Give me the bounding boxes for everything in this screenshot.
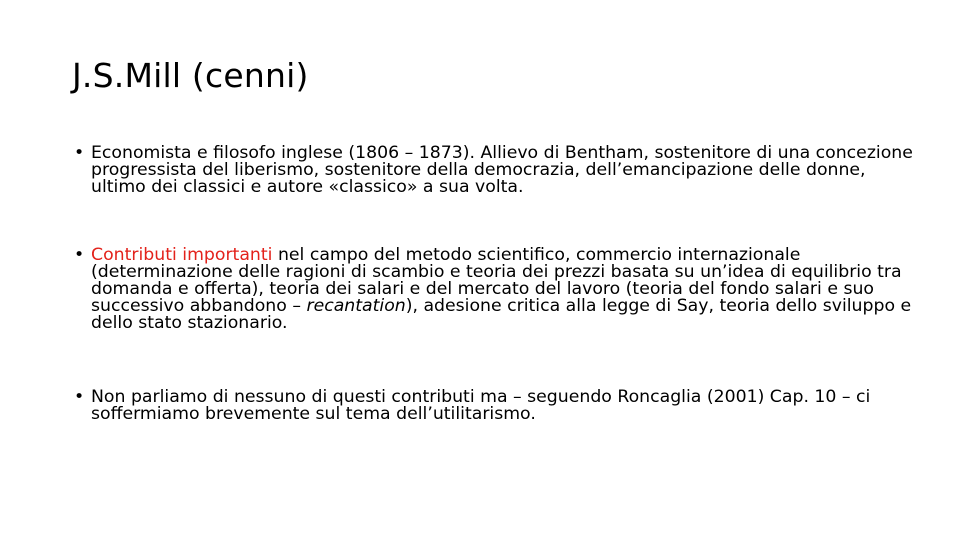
bullet-italic-term: recantation bbox=[306, 296, 406, 316]
bullet-marker: • bbox=[74, 143, 85, 163]
bullet-marker: • bbox=[74, 387, 85, 407]
bullet-item-2 bbox=[74, 247, 921, 332]
slide-title: J.S.Mill (cenni) bbox=[72, 56, 309, 95]
bullet-text: Economista e filosofo inglese (1806 – 1873). Allievo di Bentham, sostenitore di una concezione progressista del liberismo, sostenitore della democrazia, dell’emancipazione delle donne, ultimo dei classici e autore «classico» a sua volta. bbox=[91, 143, 913, 197]
bullet-item-3 bbox=[74, 389, 921, 423]
bullet-highlight: Contributi importanti bbox=[91, 245, 273, 265]
bullet-item-1 bbox=[74, 145, 921, 196]
bullet-text: nel campo del metodo scientifico, commercio internazionale (determinazione delle ragioni di scambio e teoria dei prezzi basata su un’idea di equilibrio tra domanda e offerta), teoria dei salari e del mercato del lavoro (teoria del fondo salari e suo successivo abbandono – bbox=[91, 245, 902, 316]
bullet-text-end: ), adesione critica alla legge di Say, teoria dello sviluppo e dello stato stazionario. bbox=[91, 296, 912, 333]
bullet-marker: • bbox=[74, 245, 85, 265]
bullet-text: Non parliamo di nessuno di questi contributi ma – seguendo Roncaglia (2001) Cap. 10 – ci soffermiamo brevemente sul tema dell’utilitarismo. bbox=[91, 387, 871, 424]
